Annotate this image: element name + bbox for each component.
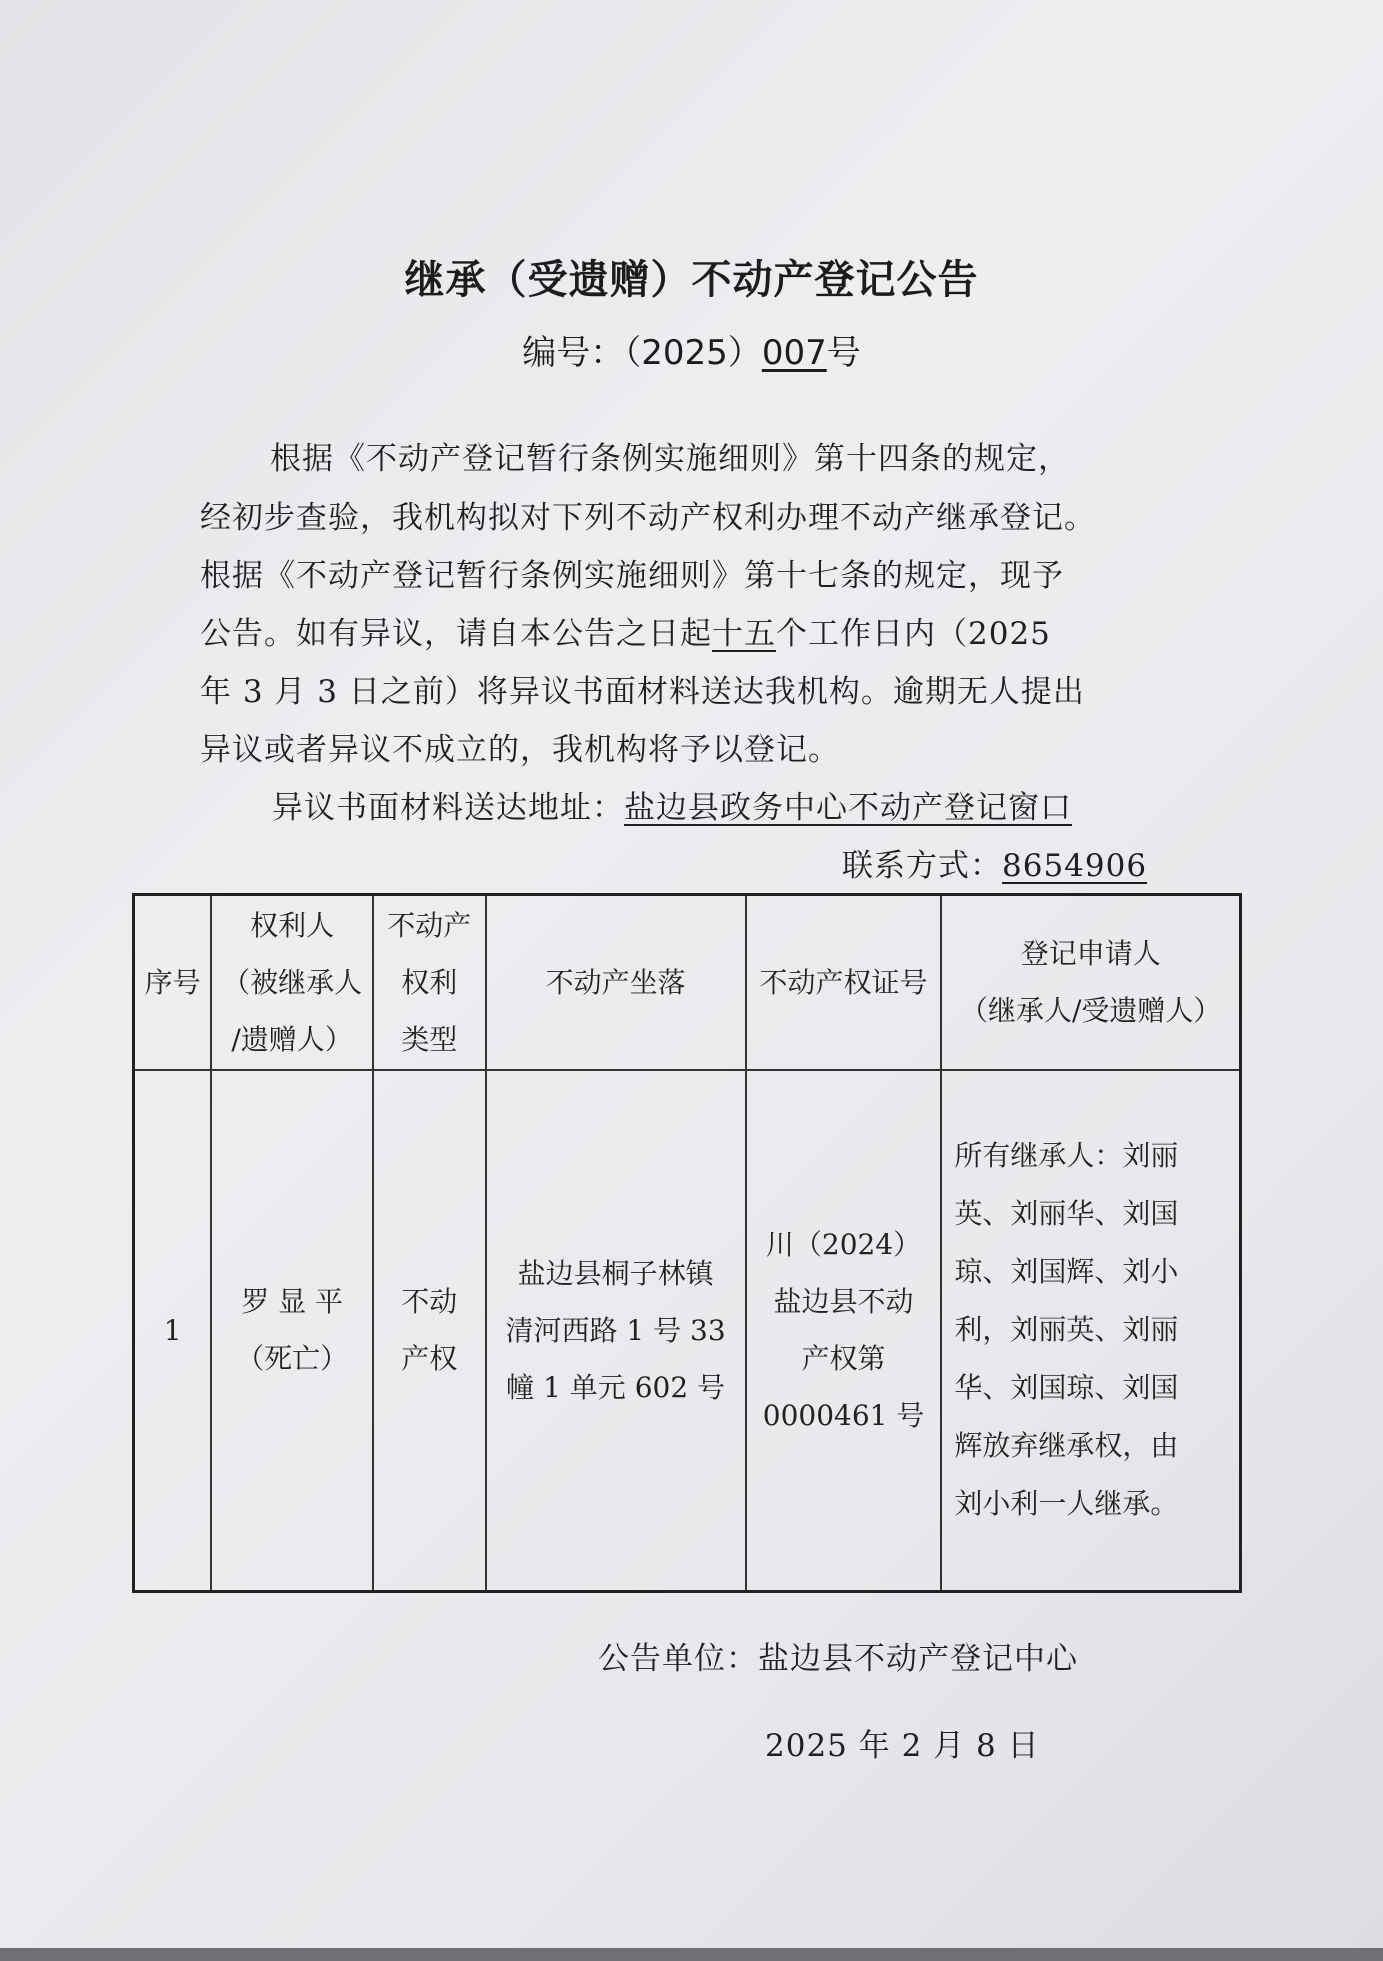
doc-number-value: 007: [761, 333, 827, 373]
table-row: [134, 1070, 1241, 1592]
cell-location: [486, 1070, 746, 1592]
objection-address: [272, 782, 1072, 827]
header-owner: [211, 895, 373, 1070]
document-number: [0, 325, 1383, 374]
body-line-2: 经初步查验，我机构拟对下列不动产权利办理不动产继承登记。: [200, 500, 1096, 536]
contact-value: 8654906: [1002, 848, 1148, 884]
header-applicant: [941, 895, 1240, 1070]
header-right-type: [373, 895, 486, 1070]
table-header-row: [134, 895, 1241, 1070]
cert-line-3: 产权第: [801, 1342, 886, 1376]
type-line-1: 不动: [401, 1285, 458, 1319]
body-line-4-a: 公告。如有异议，请自本公告之日起: [200, 616, 712, 652]
issue-date: 2025 年 2 月 8 日: [765, 1728, 1040, 1764]
header-location: 不动产坐落: [486, 895, 746, 1070]
applicant-line-4: 利，刘丽英、刘丽: [954, 1313, 1179, 1347]
header-owner-line-2: （被继承人: [222, 965, 363, 999]
doc-number-prefix: 编号：（2025）: [522, 333, 762, 373]
owner-name: 罗 显 平: [241, 1285, 343, 1319]
header-applicant-line-1: 登记申请人: [1020, 937, 1161, 971]
cell-seq: 1: [134, 1070, 212, 1592]
location-line-3: 幢 1 单元 602 号: [506, 1370, 726, 1404]
contact-info: [842, 840, 1147, 885]
header-type-line-3: 类型: [401, 1022, 458, 1056]
header-type-line-2: 权利: [401, 965, 458, 999]
applicant-line-5: 华、刘国琼、刘国: [954, 1371, 1179, 1405]
cell-right-type: [373, 1070, 486, 1592]
body-line-5: 年 3 月 3 日之前）将异议书面材料送达我机构。逾期无人提出: [200, 674, 1085, 710]
registration-table: [132, 893, 1242, 1593]
cell-cert: [746, 1070, 942, 1592]
cert-line-1: 川（2024）: [765, 1228, 922, 1262]
cert-line-4: 0000461 号: [762, 1399, 925, 1433]
header-owner-line-3: /遗赠人）: [231, 1022, 353, 1056]
header-type-line-1: 不动产: [387, 908, 472, 942]
header-seq: 序号: [134, 895, 212, 1070]
body-line-6: 异议或者异议不成立的，我机构将予以登记。: [200, 732, 840, 768]
applicant-line-6: 辉放弃继承权，由: [954, 1429, 1179, 1463]
location-line-1: 盐边县桐子林镇: [517, 1256, 714, 1290]
applicant-line-1: 所有继承人：刘丽: [954, 1139, 1179, 1173]
objection-address-label: 异议书面材料送达地址：: [272, 790, 624, 826]
objection-days: 十五: [712, 616, 776, 652]
applicant-line-3: 琼、刘国辉、刘小: [954, 1255, 1179, 1289]
body-line-1: 根据《不动产登记暂行条例实施细则》第十四条的规定，: [270, 441, 1070, 477]
body-line-3: 根据《不动产登记暂行条例实施细则》第十七条的规定，现予: [200, 558, 1064, 594]
body-line-4-b: 个工作日内（2025: [776, 616, 1051, 652]
contact-label: 联系方式：: [842, 848, 1002, 884]
location-line-2: 清河西路 1 号 33: [505, 1313, 726, 1347]
header-owner-line-1: 权利人: [250, 908, 335, 942]
header-applicant-line-2: （继承人/受遗赠人）: [959, 994, 1222, 1028]
body-line-4: [200, 608, 1051, 653]
cell-applicant: [941, 1070, 1240, 1592]
type-line-2: 产权: [401, 1342, 458, 1376]
doc-number-suffix: 号: [826, 333, 861, 373]
header-cert: 不动产权证号: [746, 895, 942, 1070]
applicant-line-2: 英、刘丽华、刘国: [954, 1197, 1179, 1231]
objection-address-value: 盐边县政务中心不动产登记窗口: [624, 790, 1072, 826]
cell-owner: [211, 1070, 373, 1592]
applicant-line-7: 刘小利一人继承。: [954, 1487, 1179, 1521]
issuing-unit: 公告单位：盐边县不动产登记中心: [598, 1641, 1078, 1677]
cert-line-2: 盐边县不动: [773, 1285, 914, 1319]
owner-status: （死亡）: [236, 1342, 349, 1376]
document-title: 继承（受遗赠）不动产登记公告: [404, 257, 979, 303]
